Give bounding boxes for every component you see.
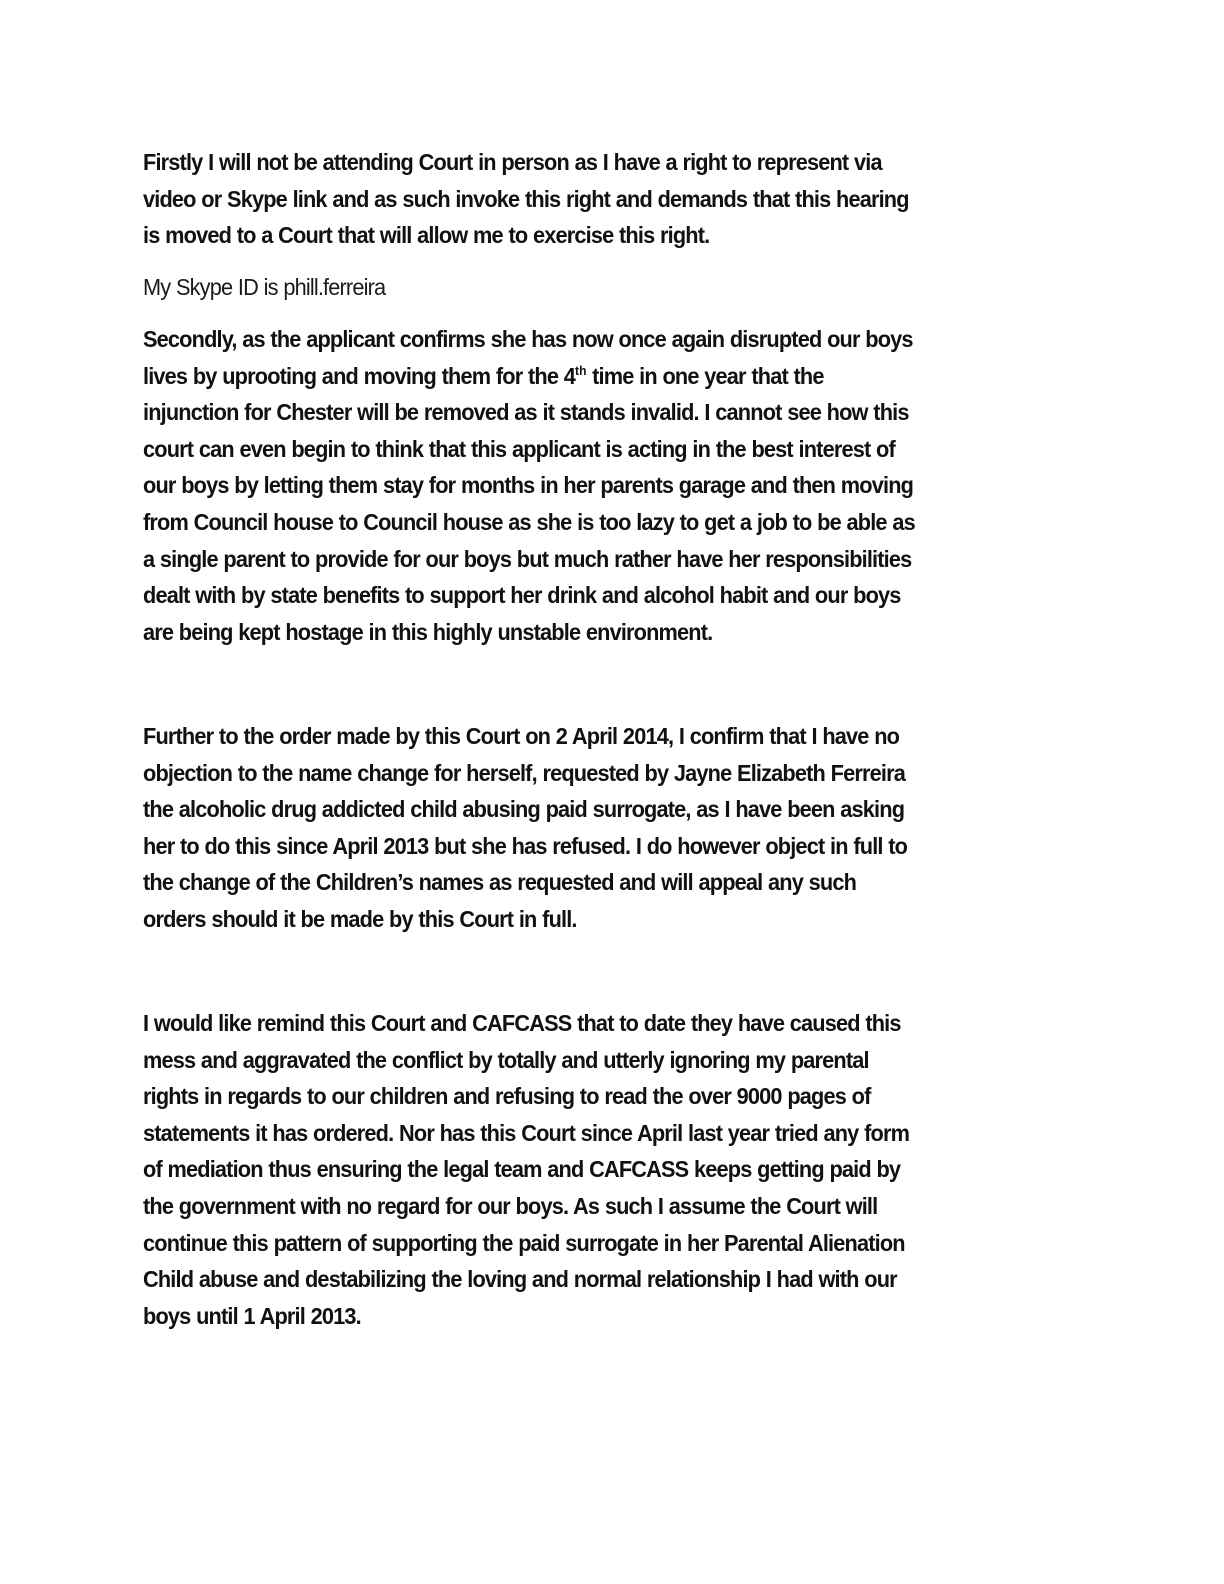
- text-segment: lives by uprooting and moving them for the 4: [143, 362, 576, 389]
- text-line: video or Skype link and as such invoke this right and demands that this hearing: [143, 185, 909, 212]
- text-line: from Council house to Council house as she is too lazy to get a job to be able as: [143, 508, 915, 535]
- text-line: Child abuse and destabilizing the loving and normal relationship I had with our: [143, 1266, 897, 1293]
- text-line: continue this pattern of supporting the paid surrogate in her Parental Alienation: [143, 1229, 905, 1256]
- paragraph-cafcass-reminder: [143, 1005, 1068, 1334]
- paragraph-name-change: [143, 718, 1068, 938]
- text-line: objection to the name change for herself, requested by Jayne Elizabeth Ferreira: [143, 759, 905, 786]
- text-line: rights in regards to our children and refusing to read the over 9000 pages of: [143, 1083, 871, 1110]
- text-line: is moved to a Court that will allow me to exercise this right.: [143, 222, 710, 249]
- text-line: orders should it be made by this Court in full.: [143, 905, 577, 932]
- text-segment: time in one year that the: [592, 362, 824, 389]
- text-line: boys until 1 April 2013.: [143, 1302, 361, 1329]
- text-line: the change of the Children’s names as requested and will appeal any such: [143, 869, 857, 896]
- paragraph-skype-id: [143, 269, 1068, 306]
- text-line: My Skype ID is phill.ferreira: [143, 274, 386, 300]
- text-line: of mediation thus ensuring the legal team and CAFCASS keeps getting paid by: [143, 1156, 901, 1183]
- text-line: statements it has ordered. Nor has this Court since April last year tried any form: [143, 1119, 910, 1146]
- text-line: our boys by letting them stay for months in her parents garage and then moving: [143, 472, 914, 499]
- text-line: dealt with by state benefits to support her drink and alcohol habit and our boys: [143, 582, 901, 609]
- text-line: her to do this since April 2013 but she has refused. I do however object in full to: [143, 832, 908, 859]
- text-line: mess and aggravated the conflict by totally and utterly ignoring my parental: [143, 1046, 869, 1073]
- text-line: the alcoholic drug addicted child abusing paid surrogate, as I have been asking: [143, 796, 905, 823]
- text-line: a single parent to provide for our boys but much rather have her responsibilities: [143, 545, 912, 572]
- paragraph-secondly: [143, 321, 1068, 650]
- text-line: Secondly, as the applicant confirms she has now once again disrupted our boys: [143, 326, 913, 352]
- text-line: are being kept hostage in this highly unstable environment.: [143, 618, 713, 645]
- text-line: [143, 358, 1068, 395]
- text-line: injunction for Chester will be removed as it stands invalid. I cannot see how this: [143, 399, 909, 426]
- text-line: Firstly I will not be attending Court in person as I have a right to represent via: [143, 149, 882, 175]
- text-line: I would like remind this Court and CAFCASS that to date they have caused this: [143, 1010, 901, 1036]
- text-line: the government with no regard for our boys. As such I assume the Court will: [143, 1192, 878, 1219]
- superscript-ordinal: th: [575, 362, 587, 378]
- text-line: court can even begin to think that this applicant is acting in the best interest of: [143, 435, 895, 462]
- text-line: Further to the order made by this Court on 2 April 2014, I confirm that I have no: [143, 723, 900, 749]
- paragraph-video-link-request: [143, 144, 1068, 254]
